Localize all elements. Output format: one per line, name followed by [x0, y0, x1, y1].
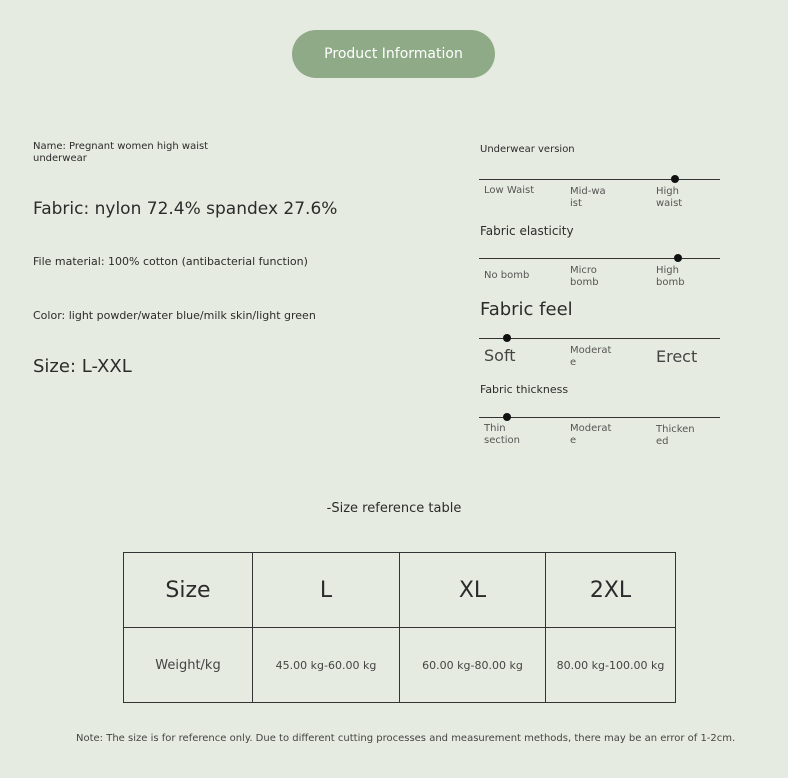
fabric-thickness-label: Thickened [656, 424, 695, 447]
size-note: Note: The size is for reference only. Due to different cutting processes and measurement methods, there may be an error of 1-2cm. [76, 733, 736, 744]
fabric-feel-scale-line [479, 338, 720, 339]
product-name: Name: Pregnant women high waist underwear [33, 141, 209, 164]
underwear-version-label: High waist [656, 186, 683, 209]
fabric-feel-label: Moderate [570, 345, 612, 368]
color-options: Color: light powder/water blue/milk skin/light green [33, 309, 316, 322]
product-information-header: Product Information [292, 30, 495, 78]
table-header-cell: XL [400, 553, 546, 628]
fabric-thickness-marker [503, 413, 511, 421]
fabric-composition: Fabric: nylon 72.4% spandex 27.6% [33, 199, 338, 219]
table-cell: Weight/kg [124, 628, 253, 703]
fabric-elasticity-title: Fabric elasticity [480, 224, 574, 238]
fabric-elasticity-marker [674, 254, 682, 262]
size-range: Size: L-XXL [33, 356, 132, 377]
fabric-thickness-label: Moderate [570, 423, 612, 446]
underwear-version-label: Mid-waist [570, 186, 606, 209]
size-table-title: -Size reference table [326, 501, 462, 516]
fabric-thickness-title: Fabric thickness [480, 383, 569, 396]
underwear-version-title: Underwear version [480, 144, 575, 155]
fabric-elasticity-scale-line [479, 258, 720, 259]
table-header-cell: Size [124, 553, 253, 628]
file-material: File material: 100% cotton (antibacterial function) [33, 255, 308, 268]
underwear-version-label: Low Waist [484, 185, 535, 196]
underwear-version-scale-line [479, 179, 720, 180]
fabric-feel-title: Fabric feel [480, 299, 573, 320]
table-cell: 60.00 kg-80.00 kg [400, 628, 546, 703]
fabric-thickness-scale-line [479, 417, 720, 418]
table-cell: 80.00 kg-100.00 kg [546, 628, 676, 703]
fabric-thickness-label: Thin section [484, 423, 521, 446]
table-header-row [124, 553, 676, 628]
table-cell: 45.00 kg-60.00 kg [253, 628, 400, 703]
fabric-feel-label: Soft [484, 346, 516, 365]
size-reference-table [123, 552, 676, 703]
fabric-feel-label: Erect [656, 347, 698, 366]
table-header-cell: 2XL [546, 553, 676, 628]
fabric-elasticity-label: No bomb [484, 270, 530, 281]
fabric-elasticity-label: Micro bomb [570, 265, 599, 288]
fabric-feel-marker [503, 334, 511, 342]
table-row [124, 628, 676, 703]
table-header-cell: L [253, 553, 400, 628]
underwear-version-marker [671, 175, 679, 183]
fabric-elasticity-label: High bomb [656, 265, 685, 288]
